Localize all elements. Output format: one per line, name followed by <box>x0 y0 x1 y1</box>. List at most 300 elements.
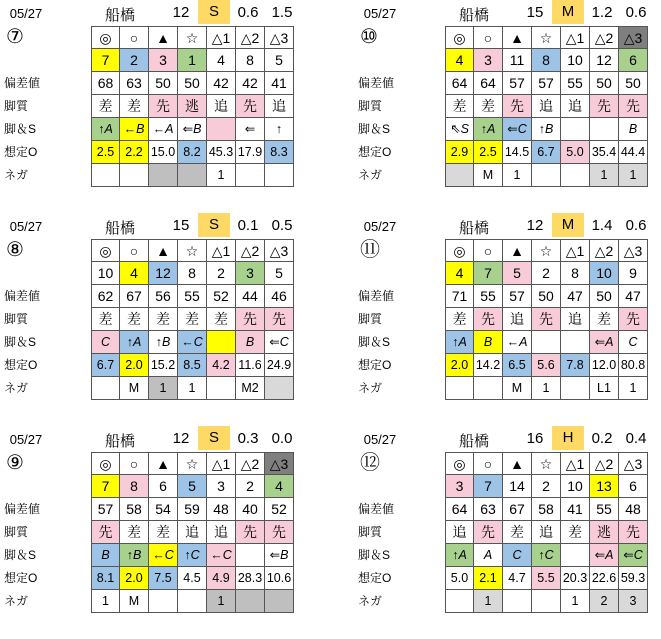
spacer <box>416 285 445 308</box>
negative-flag-cell: 1 <box>619 164 648 187</box>
spacer <box>416 141 445 164</box>
running-style-label: 脚質 <box>4 99 29 113</box>
index-value-1: 0.1 <box>237 217 259 234</box>
mark-cell: △2 <box>236 26 265 49</box>
expected-odds-cell: 2.0 <box>445 354 474 377</box>
expected-odds-cell: 4.5 <box>178 567 207 590</box>
negative-flag-cell: M <box>503 377 532 400</box>
leg-score-cell: ←C <box>207 544 236 567</box>
race-number: ⑪ <box>360 239 380 261</box>
mark-cell: △3 <box>265 239 294 262</box>
leg-score-cell: C <box>619 331 648 354</box>
prediction-table <box>354 26 654 187</box>
mark-cell: ◎ <box>445 239 474 262</box>
running-style-cell: 先 <box>91 521 120 544</box>
deviation-value-label: 偏差値 <box>4 289 41 303</box>
running-style-cell: 差 <box>178 308 207 331</box>
leg-score-cell: B <box>91 544 120 567</box>
track-name: 船橋 <box>104 220 135 237</box>
deviation-value-cell: 47 <box>619 285 648 308</box>
horse-number-cell: 12 <box>149 262 178 285</box>
negative-flag-cell: 1 <box>207 164 236 187</box>
negative-flag-cell <box>91 164 120 187</box>
horse-number-label <box>0 475 62 498</box>
mark-cell: ○ <box>474 26 503 49</box>
deviation-value-cell: 48 <box>207 498 236 521</box>
deviation-value-cell: 57 <box>532 72 561 95</box>
expected-odds-cell: 2.0 <box>120 567 149 590</box>
leg-score-cell: ↑A <box>445 544 474 567</box>
running-style-cell: 追 <box>532 521 561 544</box>
running-style-cell: 追 <box>207 521 236 544</box>
mark-cell: △1 <box>207 26 236 49</box>
expected-odds-cell: 20.3 <box>561 567 590 590</box>
mark-cell: △3 <box>265 26 294 49</box>
horse-number-cell: 4 <box>120 262 149 285</box>
expected-odds-cell: 5.6 <box>532 354 561 377</box>
deviation-value-cell: 55 <box>561 72 590 95</box>
track-condition-badge: M <box>552 213 584 237</box>
negative-flag-cell: 1 <box>91 590 120 613</box>
running-style-cell: 差 <box>149 308 178 331</box>
running-style-cell: 追 <box>561 308 590 331</box>
mark-cell: ○ <box>120 239 149 262</box>
running-style-cell: 差 <box>445 308 474 331</box>
horse-number-cell: 1 <box>178 49 207 72</box>
deviation-value-cell: 52 <box>207 285 236 308</box>
spacer <box>62 285 91 308</box>
spacer <box>62 308 91 331</box>
mark-cell: ☆ <box>532 239 561 262</box>
negative-flag-cell <box>149 590 178 613</box>
running-style-cell: 追 <box>445 521 474 544</box>
running-style-cell: 差 <box>91 95 120 118</box>
deviation-value-label: 偏差値 <box>358 289 395 303</box>
index-value-2: 1.5 <box>271 4 293 21</box>
expected-odds-label: 想定O <box>4 571 38 585</box>
prediction-table <box>0 239 300 400</box>
deviation-value-cell: 67 <box>120 285 149 308</box>
runner-count: 12 <box>526 217 544 234</box>
mark-cell: ◎ <box>445 452 474 475</box>
track-name: 船橋 <box>104 7 135 24</box>
track-name: 船橋 <box>458 7 489 24</box>
negative-flag-cell <box>445 164 474 187</box>
running-style-cell: 追 <box>207 95 236 118</box>
negative-flag-cell <box>474 377 503 400</box>
negative-flag-cell: 1 <box>590 164 619 187</box>
horse-number-cell: 10 <box>561 475 590 498</box>
index-value-1: 0.2 <box>591 430 613 447</box>
spacer <box>416 308 445 331</box>
running-style-cell: 先 <box>265 308 294 331</box>
leg-score-cell: ←B <box>120 118 149 141</box>
negative-flag-cell: 1 <box>561 590 590 613</box>
race-date: 05/27 <box>9 219 43 234</box>
leg-score-cell: ↑B <box>532 118 561 141</box>
deviation-value-cell: 50 <box>149 72 178 95</box>
negative-flag-cell <box>178 164 207 187</box>
negative-flag-cell <box>120 164 149 187</box>
negative-flag-cell <box>265 590 294 613</box>
spacer <box>416 239 445 262</box>
mark-cell: △1 <box>561 452 590 475</box>
leg-score-cell: ↑B <box>120 544 149 567</box>
negative-flag-cell: M <box>474 164 503 187</box>
leg-score-cell: ←C <box>149 544 178 567</box>
negative-flag-cell: M <box>120 590 149 613</box>
leg-score-cell: ←C <box>178 331 207 354</box>
deviation-value-cell: 64 <box>474 72 503 95</box>
leg-score-cell: C <box>503 544 532 567</box>
expected-odds-cell: 2.9 <box>445 141 474 164</box>
spacer <box>62 567 91 590</box>
running-style-cell: 先 <box>474 521 503 544</box>
prediction-table <box>354 452 654 613</box>
horse-number-cell: 7 <box>474 262 503 285</box>
leg-score-cell: A <box>474 544 503 567</box>
spacer <box>416 377 445 400</box>
mark-cell: ▲ <box>503 452 532 475</box>
negative-flag-cell <box>445 590 474 613</box>
leg-score-cell: ⇐C <box>619 544 648 567</box>
mark-cell: △3 <box>619 452 648 475</box>
negative-flag-cell <box>236 164 265 187</box>
deviation-value-cell: 62 <box>91 285 120 308</box>
deviation-value-cell: 58 <box>120 498 149 521</box>
runner-count: 12 <box>172 4 190 21</box>
expected-odds-cell: 2.5 <box>91 141 120 164</box>
negative-flag-cell <box>561 377 590 400</box>
negative-flag-label: ネガ <box>4 594 29 608</box>
index-value-1: 0.3 <box>237 430 259 447</box>
expected-odds-cell: 2.0 <box>120 354 149 377</box>
horse-number-cell: 14 <box>503 475 532 498</box>
deviation-value-cell: 40 <box>236 498 265 521</box>
expected-odds-cell: 7.8 <box>561 354 590 377</box>
spacer <box>416 544 445 567</box>
negative-flag-cell: 1 <box>207 590 236 613</box>
track-condition-badge: S <box>198 426 230 450</box>
expected-odds-cell: 2.2 <box>120 141 149 164</box>
index-value-2: 0.0 <box>271 430 293 447</box>
leg-score-cell: ⇐C <box>265 331 294 354</box>
mark-cell: ☆ <box>532 26 561 49</box>
running-style-cell: 先 <box>474 308 503 331</box>
mark-cell: △2 <box>590 239 619 262</box>
spacer <box>62 521 91 544</box>
negative-flag-cell: 1 <box>619 377 648 400</box>
mark-cell: △2 <box>236 239 265 262</box>
runner-count: 15 <box>526 4 544 21</box>
deviation-value-cell: 42 <box>207 72 236 95</box>
spacer <box>416 475 445 498</box>
running-style-cell: 先 <box>619 521 648 544</box>
running-style-label: 脚質 <box>358 312 383 326</box>
leg-score-cell: B <box>236 331 265 354</box>
running-style-cell: 先 <box>619 308 648 331</box>
horse-number-label <box>354 262 416 285</box>
track-condition-badge: S <box>198 213 230 237</box>
expected-odds-cell: 6.5 <box>503 354 532 377</box>
prediction-table <box>0 452 300 613</box>
leg-score-cell: B <box>474 331 503 354</box>
leg-score-cell: B <box>619 118 648 141</box>
running-style-cell: 先 <box>532 308 561 331</box>
expected-odds-cell: 4.2 <box>207 354 236 377</box>
running-style-cell: 差 <box>149 521 178 544</box>
leg-score-cell: ⇖S <box>445 118 474 141</box>
race-date: 05/27 <box>9 6 43 21</box>
spacer <box>416 72 445 95</box>
expected-odds-cell: 4.9 <box>207 567 236 590</box>
running-style-label: 脚質 <box>4 312 29 326</box>
expected-odds-cell: 35.4 <box>590 141 619 164</box>
running-style-cell: 差 <box>590 308 619 331</box>
horse-number-label <box>354 475 416 498</box>
race-number: ⑧ <box>6 239 24 261</box>
deviation-value-cell: 56 <box>149 285 178 308</box>
horse-number-cell: 6 <box>149 475 178 498</box>
leg-score-cell: ↑A <box>91 118 120 141</box>
index-value-2: 0.6 <box>625 4 647 21</box>
running-style-cell: 先 <box>236 95 265 118</box>
race-number: ⑩ <box>360 26 378 48</box>
deviation-value-cell: 50 <box>619 72 648 95</box>
horse-number-cell: 11 <box>503 49 532 72</box>
expected-odds-cell: 7.5 <box>149 567 178 590</box>
horse-number-cell: 2 <box>207 262 236 285</box>
index-value-1: 1.4 <box>591 217 613 234</box>
deviation-value-cell: 41 <box>265 72 294 95</box>
horse-number-cell: 9 <box>619 262 648 285</box>
negative-flag-label: ネガ <box>4 168 29 182</box>
race-panel <box>354 426 654 613</box>
running-style-cell: 逃 <box>178 95 207 118</box>
mark-cell: ▲ <box>503 26 532 49</box>
expected-odds-cell: 80.8 <box>619 354 648 377</box>
leg-score-cell: ↑C <box>532 544 561 567</box>
leg-score-cell: ↑ <box>265 118 294 141</box>
index-value-2: 0.5 <box>271 217 293 234</box>
expected-odds-cell: 11.6 <box>236 354 265 377</box>
mark-cell: ▲ <box>503 239 532 262</box>
leg-score-label: 脚＆S <box>358 122 391 136</box>
mark-cell: ☆ <box>178 239 207 262</box>
running-style-cell: 差 <box>561 521 590 544</box>
index-value-2: 0.4 <box>625 430 647 447</box>
spacer <box>62 377 91 400</box>
deviation-value-cell: 50 <box>178 72 207 95</box>
deviation-value-cell: 58 <box>532 498 561 521</box>
expected-odds-label: 想定O <box>358 571 392 585</box>
track-name: 船橋 <box>458 433 489 450</box>
leg-score-cell: ⇐B <box>178 118 207 141</box>
horse-number-cell: 7 <box>91 49 120 72</box>
track-name: 船橋 <box>104 433 135 450</box>
deviation-value-cell: 52 <box>265 498 294 521</box>
running-style-cell: 追 <box>561 95 590 118</box>
expected-odds-cell: 24.9 <box>265 354 294 377</box>
leg-score-cell: ↑A <box>445 331 474 354</box>
negative-flag-cell <box>149 164 178 187</box>
horse-number-cell: 5 <box>265 262 294 285</box>
spacer <box>416 331 445 354</box>
running-style-cell: 先 <box>236 308 265 331</box>
race-number: ⑫ <box>360 452 380 474</box>
expected-odds-cell: 2.1 <box>474 567 503 590</box>
horse-number-cell: 6 <box>619 475 648 498</box>
expected-odds-cell: 5.0 <box>445 567 474 590</box>
spacer <box>62 95 91 118</box>
running-style-cell: 差 <box>445 95 474 118</box>
race-header <box>0 213 300 239</box>
mark-cell: ○ <box>120 26 149 49</box>
mark-cell: △2 <box>590 452 619 475</box>
negative-flag-label: ネガ <box>4 381 29 395</box>
race-number: ⑨ <box>6 452 24 474</box>
deviation-value-cell: 55 <box>178 285 207 308</box>
deviation-value-label: 偏差値 <box>4 76 41 90</box>
expected-odds-cell: 2.5 <box>474 141 503 164</box>
mark-cell: ○ <box>474 239 503 262</box>
spacer <box>416 118 445 141</box>
running-style-cell: 差 <box>91 308 120 331</box>
running-style-cell: 先 <box>236 521 265 544</box>
running-style-cell: 逃 <box>590 521 619 544</box>
negative-flag-cell: 1 <box>178 377 207 400</box>
spacer <box>62 452 91 475</box>
race-panel <box>354 213 654 400</box>
runner-count: 15 <box>172 217 190 234</box>
leg-score-cell: ↑B <box>149 331 178 354</box>
spacer <box>62 498 91 521</box>
expected-odds-label: 想定O <box>4 145 38 159</box>
track-condition-badge: M <box>552 0 584 24</box>
horse-number-label <box>0 49 62 72</box>
race-header <box>354 0 654 26</box>
mark-cell: △1 <box>207 239 236 262</box>
horse-number-cell: 12 <box>590 49 619 72</box>
spacer <box>62 141 91 164</box>
horse-number-cell: 4 <box>207 49 236 72</box>
horse-number-cell: 8 <box>532 49 561 72</box>
deviation-value-cell: 54 <box>149 498 178 521</box>
spacer <box>62 262 91 285</box>
spacer <box>416 567 445 590</box>
deviation-value-cell: 50 <box>590 285 619 308</box>
mark-cell: ▲ <box>149 26 178 49</box>
horse-number-cell: 3 <box>149 49 178 72</box>
spacer <box>416 452 445 475</box>
expected-odds-cell: 8.3 <box>265 141 294 164</box>
spacer <box>62 164 91 187</box>
spacer <box>62 239 91 262</box>
race-number: ⑦ <box>6 26 24 48</box>
expected-odds-cell: 15.2 <box>149 354 178 377</box>
spacer <box>62 331 91 354</box>
negative-flag-cell <box>445 377 474 400</box>
spacer <box>62 544 91 567</box>
expected-odds-cell: 8.5 <box>178 354 207 377</box>
expected-odds-cell: 5.5 <box>532 567 561 590</box>
negative-flag-cell <box>265 164 294 187</box>
spacer <box>416 26 445 49</box>
mark-cell: △1 <box>561 239 590 262</box>
running-style-label: 脚質 <box>358 99 383 113</box>
expected-odds-cell: 22.6 <box>590 567 619 590</box>
negative-flag-label: ネガ <box>358 168 383 182</box>
horse-number-cell: 7 <box>91 475 120 498</box>
expected-odds-label: 想定O <box>4 358 38 372</box>
horse-number-cell: 6 <box>619 49 648 72</box>
expected-odds-cell: 59.3 <box>619 567 648 590</box>
horse-number-cell: 8 <box>561 262 590 285</box>
deviation-value-label: 偏差値 <box>358 502 395 516</box>
leg-score-cell <box>561 331 590 354</box>
horse-number-cell: 7 <box>474 475 503 498</box>
expected-odds-cell: 5.0 <box>561 141 590 164</box>
mark-cell: △3 <box>619 26 648 49</box>
runner-count: 16 <box>526 430 544 447</box>
race-header <box>354 426 654 452</box>
leg-score-cell <box>561 118 590 141</box>
race-panel <box>0 213 300 400</box>
horse-number-cell: 10 <box>91 262 120 285</box>
running-style-cell: 先 <box>265 521 294 544</box>
deviation-value-cell: 63 <box>474 498 503 521</box>
mark-cell: ○ <box>474 452 503 475</box>
spacer <box>416 164 445 187</box>
expected-odds-cell: 6.7 <box>532 141 561 164</box>
spacer <box>62 26 91 49</box>
running-style-cell: 追 <box>178 521 207 544</box>
running-style-cell: 追 <box>265 95 294 118</box>
leg-score-cell: ⇐A <box>590 331 619 354</box>
race-header <box>0 0 300 26</box>
race-panel <box>0 426 300 613</box>
spacer <box>416 521 445 544</box>
negative-flag-cell <box>503 590 532 613</box>
leg-score-cell: ⇐B <box>265 544 294 567</box>
negative-flag-cell <box>532 590 561 613</box>
leg-score-label: 脚＆S <box>4 335 37 349</box>
negative-flag-cell <box>91 377 120 400</box>
spacer <box>416 590 445 613</box>
spacer <box>416 354 445 377</box>
deviation-value-cell: 57 <box>503 285 532 308</box>
deviation-value-cell: 50 <box>532 285 561 308</box>
prediction-table <box>354 239 654 400</box>
deviation-value-cell: 64 <box>445 72 474 95</box>
leg-score-cell <box>561 544 590 567</box>
expected-odds-cell: 28.3 <box>236 567 265 590</box>
mark-cell: △1 <box>561 26 590 49</box>
race-date: 05/27 <box>9 432 43 447</box>
leg-score-cell: ↑C <box>178 544 207 567</box>
negative-flag-cell: 1 <box>474 590 503 613</box>
horse-number-cell: 2 <box>236 475 265 498</box>
expected-odds-label: 想定O <box>358 145 392 159</box>
leg-score-cell <box>207 118 236 141</box>
index-value-1: 1.2 <box>591 4 613 21</box>
negative-flag-cell: 3 <box>619 590 648 613</box>
horse-number-cell: 3 <box>236 262 265 285</box>
spacer <box>62 72 91 95</box>
running-style-cell: 追 <box>532 95 561 118</box>
expected-odds-cell: 6.7 <box>91 354 120 377</box>
running-style-cell: 先 <box>149 95 178 118</box>
